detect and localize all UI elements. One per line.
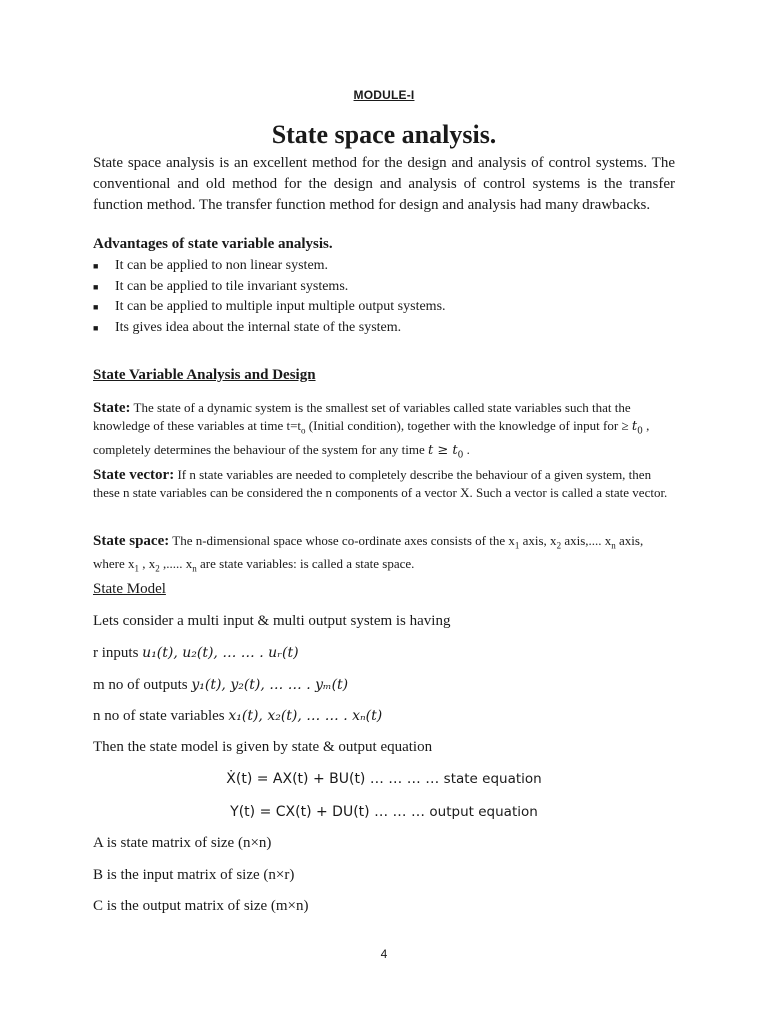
section-heading: State Variable Analysis and Design — [93, 367, 316, 383]
intro-paragraph: State space analysis is an excellent method for the design and analysis of control systems. The conventional and old method for the design and analysis of control systems is the transfer function method. The transfer function method for design and analysis had many drawbacks. — [93, 155, 675, 213]
outputs-line: m no of outputs y₁(t), y₂(t), … … . yₘ(t) — [93, 677, 349, 693]
system-intro: Lets consider a multi input & multi output system is having — [93, 613, 451, 629]
advantages-heading: Advantages of state variable analysis. — [93, 236, 333, 252]
matrix-b-definition: B is the input matrix of size (n×r) — [93, 867, 295, 883]
inputs-line: r inputs u₁(t), u₂(t), … … . uᵣ(t) — [93, 645, 299, 661]
advantages-list — [93, 256, 446, 338]
matrix-c-definition: C is the output matrix of size (m×n) — [93, 898, 309, 914]
module-heading: MODULE-I — [353, 88, 415, 102]
bullet-icon: ■ — [93, 261, 99, 271]
state-model-statement: Then the state model is given by state & output equation — [93, 739, 433, 755]
state-space-definition: State space: The n-dimensional space whose co-ordinate axes consists of the $x_1$ axis, $x_2$ axis,.... $x_n$ axis, where $x_1$ , $x_2$ ,..... $x_n$ are state variables: is called a state space. — [93, 533, 644, 574]
state-vector-definition: State vector: If n state variables are needed to completely describe the behaviour of a given system, then these n state variables can be considered the n components of a vector X. Such a vector is called a state vector. — [93, 467, 668, 500]
bullet-icon: ■ — [93, 302, 99, 312]
states-line: n no of state variables x₁(t), x₂(t), … … . xₙ(t) — [93, 708, 383, 724]
output-equation: Y(t) = CX(t) + DU(t) … … … output equation — [230, 804, 538, 820]
page-number: 4 — [380, 947, 388, 961]
bullet-icon: ■ — [93, 281, 99, 292]
matrix-a-definition: A is state matrix of size (n×n) — [93, 835, 272, 851]
state-equation: Ẋ(t) = AX(t) + BU(t) … … … … state equation — [226, 771, 542, 787]
state-model-heading: State Model — [93, 581, 166, 597]
list-item: ■ It can be applied to multiple input multiple output systems. — [93, 297, 446, 318]
list-item: ■ Its gives idea about the internal state of the system. — [93, 318, 446, 339]
page-title: State space analysis. — [271, 120, 497, 149]
state-definition: State: The state of a dynamic system is the smallest set of variables called state variables such that the knowledge of these variables at time $t=t_o$ (Initial condition), together with the knowledge of input for ≥ $t_0$ , completely determines the behaviour of the system for any time $t \ge t_0$ . — [93, 400, 650, 461]
list-item: ■ It can be applied to tile invariant systems. — [93, 277, 446, 298]
list-item: ■ It can be applied to non linear system. — [93, 256, 446, 277]
bullet-icon: ■ — [93, 322, 99, 333]
